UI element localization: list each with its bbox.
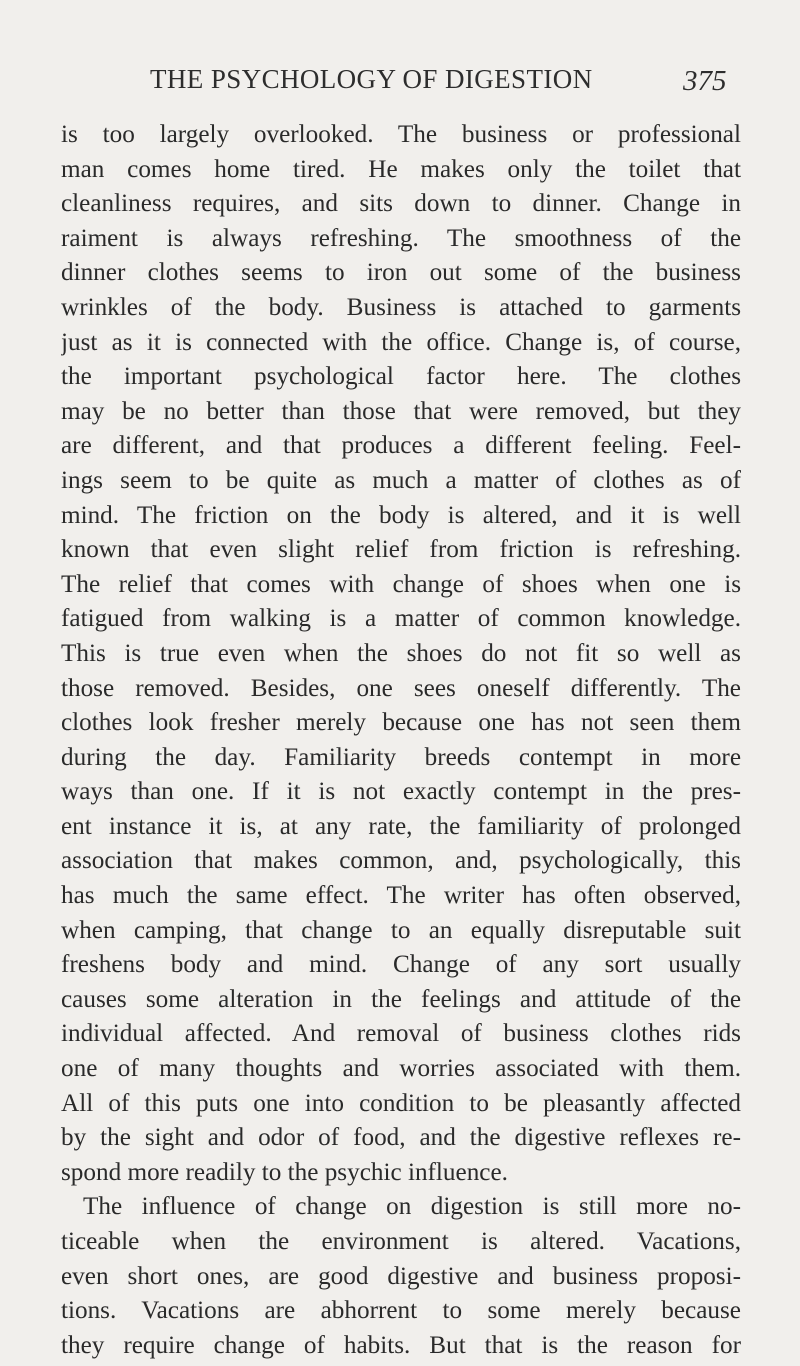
- text-line: The relief that comes with change of shoes when one is: [61, 570, 741, 598]
- text-line: when camping, that change to an equally disreputable suit: [61, 916, 741, 944]
- text-line: fatigued from walking is a matter of common knowledge.: [61, 605, 741, 633]
- text-line: wrinkles of the body. Business is attached to garments: [61, 293, 741, 321]
- text-line: ticeable when the environment is altered. Vacations,: [61, 1228, 741, 1255]
- text-line: one of many thoughts and worries associated with them.: [61, 1055, 741, 1083]
- text-line: known that even slight relief from friction is refreshing.: [61, 536, 741, 564]
- text-line: clothes look fresher merely because one has not seen them: [61, 709, 741, 737]
- text-line: they require change of habits. But that is the reason for: [61, 1331, 741, 1359]
- text-line: are different, and that produces a different feeling. Feel-: [61, 432, 741, 460]
- text-line: tions. Vacations are abhorrent to some merely because: [61, 1297, 741, 1325]
- text-line: raiment is always refreshing. The smoothness of the: [61, 224, 741, 252]
- text-line: causes some alteration in the feelings and attitude of the: [61, 985, 741, 1013]
- text-line: individual affected. And removal of business clothes rids: [61, 1020, 741, 1048]
- text-line: may be no better than those that were removed, but they: [61, 397, 741, 425]
- body-text: [61, 118, 741, 1363]
- page-header: [0, 64, 800, 104]
- text-line: just as it is connected with the office. Change is, of course,: [61, 328, 741, 356]
- text-line: dinner clothes seems to iron out some of the business: [61, 259, 741, 287]
- text-line: All of this puts one into condition to be pleasantly affected: [61, 1089, 741, 1117]
- text-line: by the sight and odor of food, and the digestive reflexes re-: [61, 1124, 741, 1152]
- text-line: mind. The friction on the body is altered, and it is well: [61, 501, 741, 529]
- text-line: cleanliness requires, and sits down to dinner. Change in: [61, 190, 741, 218]
- text-line: This is true even when the shoes do not fit so well as: [61, 639, 741, 667]
- text-line: even short ones, are good digestive and business proposi-: [61, 1262, 741, 1290]
- text-line: the important psychological factor here. The clothes: [61, 363, 741, 391]
- paragraph-start-line: The influence of change on digestion is still more no-: [83, 1193, 741, 1221]
- running-head: THE PSYCHOLOGY OF DIGESTION: [150, 64, 593, 94]
- text-line: those removed. Besides, one sees oneself differently. The: [61, 674, 741, 702]
- text-line: during the day. Familiarity breeds contempt in more: [61, 743, 741, 771]
- text-line: man comes home tired. He makes only the toilet that: [61, 155, 741, 183]
- text-line: association that makes common, and, psychologically, this: [61, 847, 741, 875]
- text-line: ent instance it is, at any rate, the familiarity of prolonged: [61, 812, 741, 840]
- paragraph-end-line: spond more readily to the psychic influence.: [61, 1158, 508, 1186]
- text-line: ings seem to be quite as much a matter of clothes as of: [61, 466, 741, 494]
- text-line: freshens body and mind. Change of any sort usually: [61, 951, 741, 979]
- text-line: is too largely overlooked. The business or professional: [61, 121, 741, 148]
- text-line: ways than one. If it is not exactly contempt in the pres-: [61, 778, 741, 806]
- text-line: has much the same effect. The writer has often observed,: [61, 882, 741, 910]
- page-number: 375: [683, 65, 727, 97]
